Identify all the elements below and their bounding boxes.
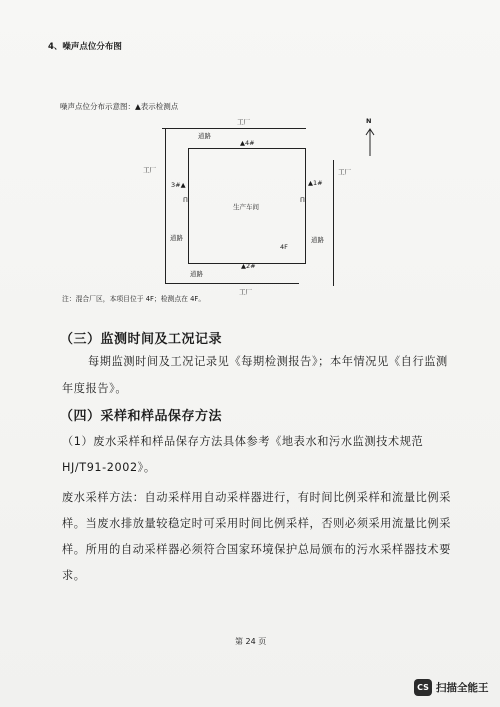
section-4-title: （四）采样和样品保存方法 — [60, 409, 223, 424]
section-4-para-line2: 样。当废水排放量较稳定时可采用时间比例采样，否则必须采用流量比例采 — [62, 517, 451, 530]
monitoring-point-1: ▲1# — [308, 179, 323, 187]
road-top-label: 道路 — [198, 132, 211, 140]
road-left-label: 道路 — [170, 234, 183, 242]
section-heading: 4、噪声点位分布图 — [48, 42, 122, 52]
factory-top-label: 工厂 — [237, 118, 250, 126]
section-4-item1-line2: HJ/T91-2002》。 — [62, 461, 156, 474]
section-4-para-line3: 样。所用的自动采样器必须符合国家环境保护总局颁布的污水采样器技术要 — [62, 543, 451, 556]
road-bottom-label: 道路 — [190, 270, 203, 278]
section-4-item1-line1: （1）废水采样和样品保存方法具体参考《地表水和污水监测技术规范 — [62, 435, 424, 448]
factory-right-label: 工厂 — [338, 168, 351, 176]
factory-bottom-label: 工厂 — [239, 288, 252, 296]
scanner-watermark — [414, 679, 494, 696]
section-3-para-line2: 年度报告》。 — [62, 382, 128, 395]
workshop-left — [188, 148, 189, 264]
monitoring-point-4: ▲4# — [240, 139, 255, 147]
section-4-para-line4: 求。 — [62, 569, 86, 582]
factory-left-label: 工厂 — [143, 166, 156, 174]
section-4-para-line1: 废水采样方法：自动采样用自动采样器进行，有时间比例采样和流量比例采 — [62, 491, 451, 504]
north-label: N — [366, 117, 372, 125]
gate-left: П — [183, 196, 188, 204]
monitoring-point-3: 3#▲ — [171, 181, 186, 189]
section-3-title: （三）监测时间及工况记录 — [60, 332, 223, 347]
workshop-right — [305, 148, 306, 264]
road-right-label: 道路 — [311, 236, 324, 244]
outer-road-top — [162, 128, 306, 129]
outer-road-right — [333, 160, 334, 286]
workshop-label: 生产车间 — [233, 203, 259, 211]
outer-road-left — [165, 128, 166, 284]
workshop-top — [188, 148, 306, 149]
diagram-caption: 噪声点位分布示意图：▲表示检测点 — [60, 102, 179, 111]
floor-label: 4F — [280, 243, 288, 251]
page-number: 第 24 页 — [235, 637, 267, 646]
north-arrow-icon — [364, 126, 376, 158]
diagram-note: 注：混合厂区，本项目位于 4F；检测点在 4F。 — [62, 295, 206, 303]
outer-road-bottom — [165, 283, 299, 284]
camscanner-icon: CS — [414, 679, 432, 696]
monitoring-point-2: ▲2# — [241, 262, 256, 270]
gate-right: П — [300, 196, 305, 204]
section-3-para-line1: 每期监测时间及工况记录见《每期检测报告》；本年情况见《自行监测 — [88, 355, 448, 368]
scanner-watermark-text: 扫描全能王 — [436, 682, 489, 694]
